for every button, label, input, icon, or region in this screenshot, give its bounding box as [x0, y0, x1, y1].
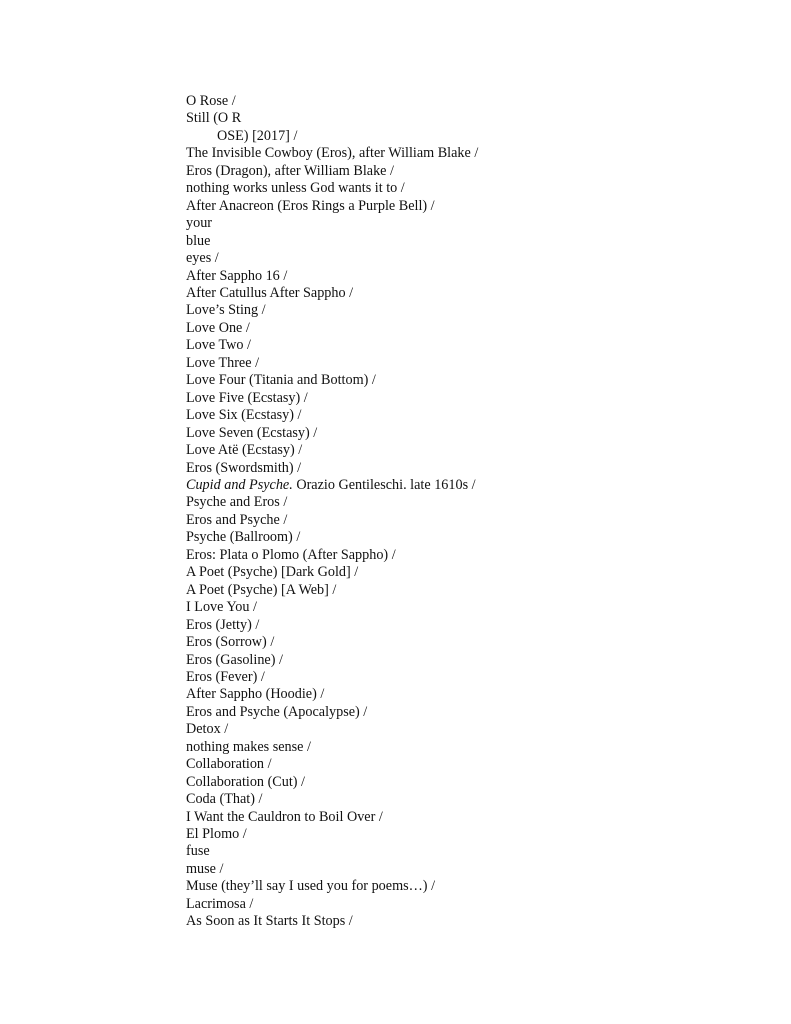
contents-line-text: Orazio Gentileschi. late 1610s / [292, 476, 476, 493]
contents-line-text: Still (O R [186, 110, 242, 127]
contents-line [186, 564, 746, 581]
contents-line [186, 512, 746, 529]
contents-line [186, 826, 746, 843]
contents-line-text: After Anacreon (Eros Rings a Purple Bell) / [186, 197, 435, 214]
contents-line-text: blue [186, 232, 211, 249]
contents-line [186, 791, 746, 808]
contents-line [186, 268, 746, 285]
contents-line [186, 739, 746, 756]
contents-line [186, 599, 746, 616]
contents-line [186, 704, 746, 721]
contents-line-text: Collaboration (Cut) / [186, 773, 306, 790]
contents-line [186, 460, 746, 477]
contents-line [186, 233, 746, 250]
contents-line [186, 494, 746, 511]
contents-line [186, 843, 746, 860]
contents-line-text: Eros (Jetty) / [186, 616, 260, 633]
contents-line [186, 285, 746, 302]
contents-line [186, 250, 746, 267]
contents-line-text: Love Five (Ecstasy) / [186, 389, 308, 406]
contents-line-text: Love Atë (Ecstasy) / [186, 442, 303, 459]
contents-line-text: As Soon as It Starts It Stops / [186, 913, 353, 930]
contents-line-text: After Catullus After Sappho / [186, 284, 354, 301]
contents-line-text: Love’s Sting / [186, 302, 266, 319]
contents-line-text: Love Four (Titania and Bottom) / [186, 372, 376, 389]
contents-line [186, 529, 746, 546]
contents-line [186, 302, 746, 319]
contents-line [186, 425, 746, 442]
contents-line [186, 547, 746, 564]
contents-line [186, 896, 746, 913]
contents-line [186, 721, 746, 738]
contents-line-text: A Poet (Psyche) [Dark Gold] / [186, 564, 359, 581]
contents-line-text: Love Six (Ecstasy) / [186, 407, 302, 424]
contents-line-text: I Love You / [186, 599, 257, 616]
contents-line [186, 93, 746, 110]
contents-line [186, 634, 746, 651]
contents-line [186, 477, 746, 494]
contents-line-text: Psyche and Eros / [186, 494, 288, 511]
contents-line-text: A Poet (Psyche) [A Web] / [186, 581, 337, 598]
contents-line-text: Lacrimosa / [186, 895, 254, 912]
contents-line-text: Collaboration / [186, 756, 272, 773]
contents-line-text: Muse (they’ll say I used you for poems…) / [186, 878, 436, 895]
contents-line-text: Eros (Swordsmith) / [186, 459, 302, 476]
contents-line-text: Love Three / [186, 354, 260, 371]
contents-line [186, 861, 746, 878]
contents-line-text: Love Two / [186, 337, 251, 354]
contents-line-text: El Plomo / [186, 826, 247, 843]
contents-line [186, 407, 746, 424]
contents-line-text: eyes / [186, 250, 219, 267]
contents-line [186, 442, 746, 459]
contents-line [186, 878, 746, 895]
contents-line [186, 652, 746, 669]
contents-line-text: Eros (Sorrow) / [186, 634, 275, 651]
contents-line-text: OSE) [2017] / [217, 127, 298, 144]
contents-line [186, 390, 746, 407]
contents-line [186, 128, 746, 145]
contents-line-text: Eros and Psyche (Apocalypse) / [186, 703, 368, 720]
contents-list [186, 93, 746, 931]
contents-line-text: Coda (That) / [186, 791, 263, 808]
contents-line-text: Eros (Dragon), after William Blake / [186, 162, 394, 179]
contents-line-text: Love Seven (Ecstasy) / [186, 424, 318, 441]
contents-line-text: muse / [186, 860, 224, 877]
contents-line [186, 337, 746, 354]
contents-line [186, 913, 746, 930]
contents-line [186, 774, 746, 791]
contents-line [186, 198, 746, 215]
contents-line [186, 756, 746, 773]
contents-line [186, 215, 746, 232]
contents-line-text: Psyche (Ballroom) / [186, 529, 301, 546]
contents-line [186, 686, 746, 703]
contents-line-text: nothing works unless God wants it to / [186, 180, 405, 197]
contents-line [186, 145, 746, 162]
contents-line [186, 110, 746, 127]
contents-line-text: After Sappho 16 / [186, 267, 288, 284]
contents-line-text: Eros (Gasoline) / [186, 651, 283, 668]
contents-line [186, 163, 746, 180]
contents-line-text: I Want the Cauldron to Boil Over / [186, 808, 383, 825]
artwork-title: Cupid and Psyche. [186, 476, 293, 493]
contents-line-text: The Invisible Cowboy (Eros), after William Blake / [186, 145, 479, 162]
contents-line [186, 320, 746, 337]
contents-line-text: Eros: Plata o Plomo (After Sappho) / [186, 546, 396, 563]
contents-line [186, 809, 746, 826]
contents-line-text: Eros and Psyche / [186, 511, 288, 528]
contents-line [186, 180, 746, 197]
contents-line-text: Love One / [186, 319, 250, 336]
contents-line-text: your [186, 215, 213, 232]
contents-line-text: nothing makes sense / [186, 738, 311, 755]
contents-line-text: Eros (Fever) / [186, 668, 265, 685]
contents-line [186, 355, 746, 372]
contents-line [186, 582, 746, 599]
contents-line-text: Detox / [186, 721, 229, 738]
contents-line [186, 669, 746, 686]
contents-line-text: O Rose / [186, 93, 236, 109]
contents-line-text: fuse [186, 843, 210, 860]
contents-line [186, 372, 746, 389]
contents-line-text: After Sappho (Hoodie) / [186, 686, 325, 703]
contents-line [186, 617, 746, 634]
